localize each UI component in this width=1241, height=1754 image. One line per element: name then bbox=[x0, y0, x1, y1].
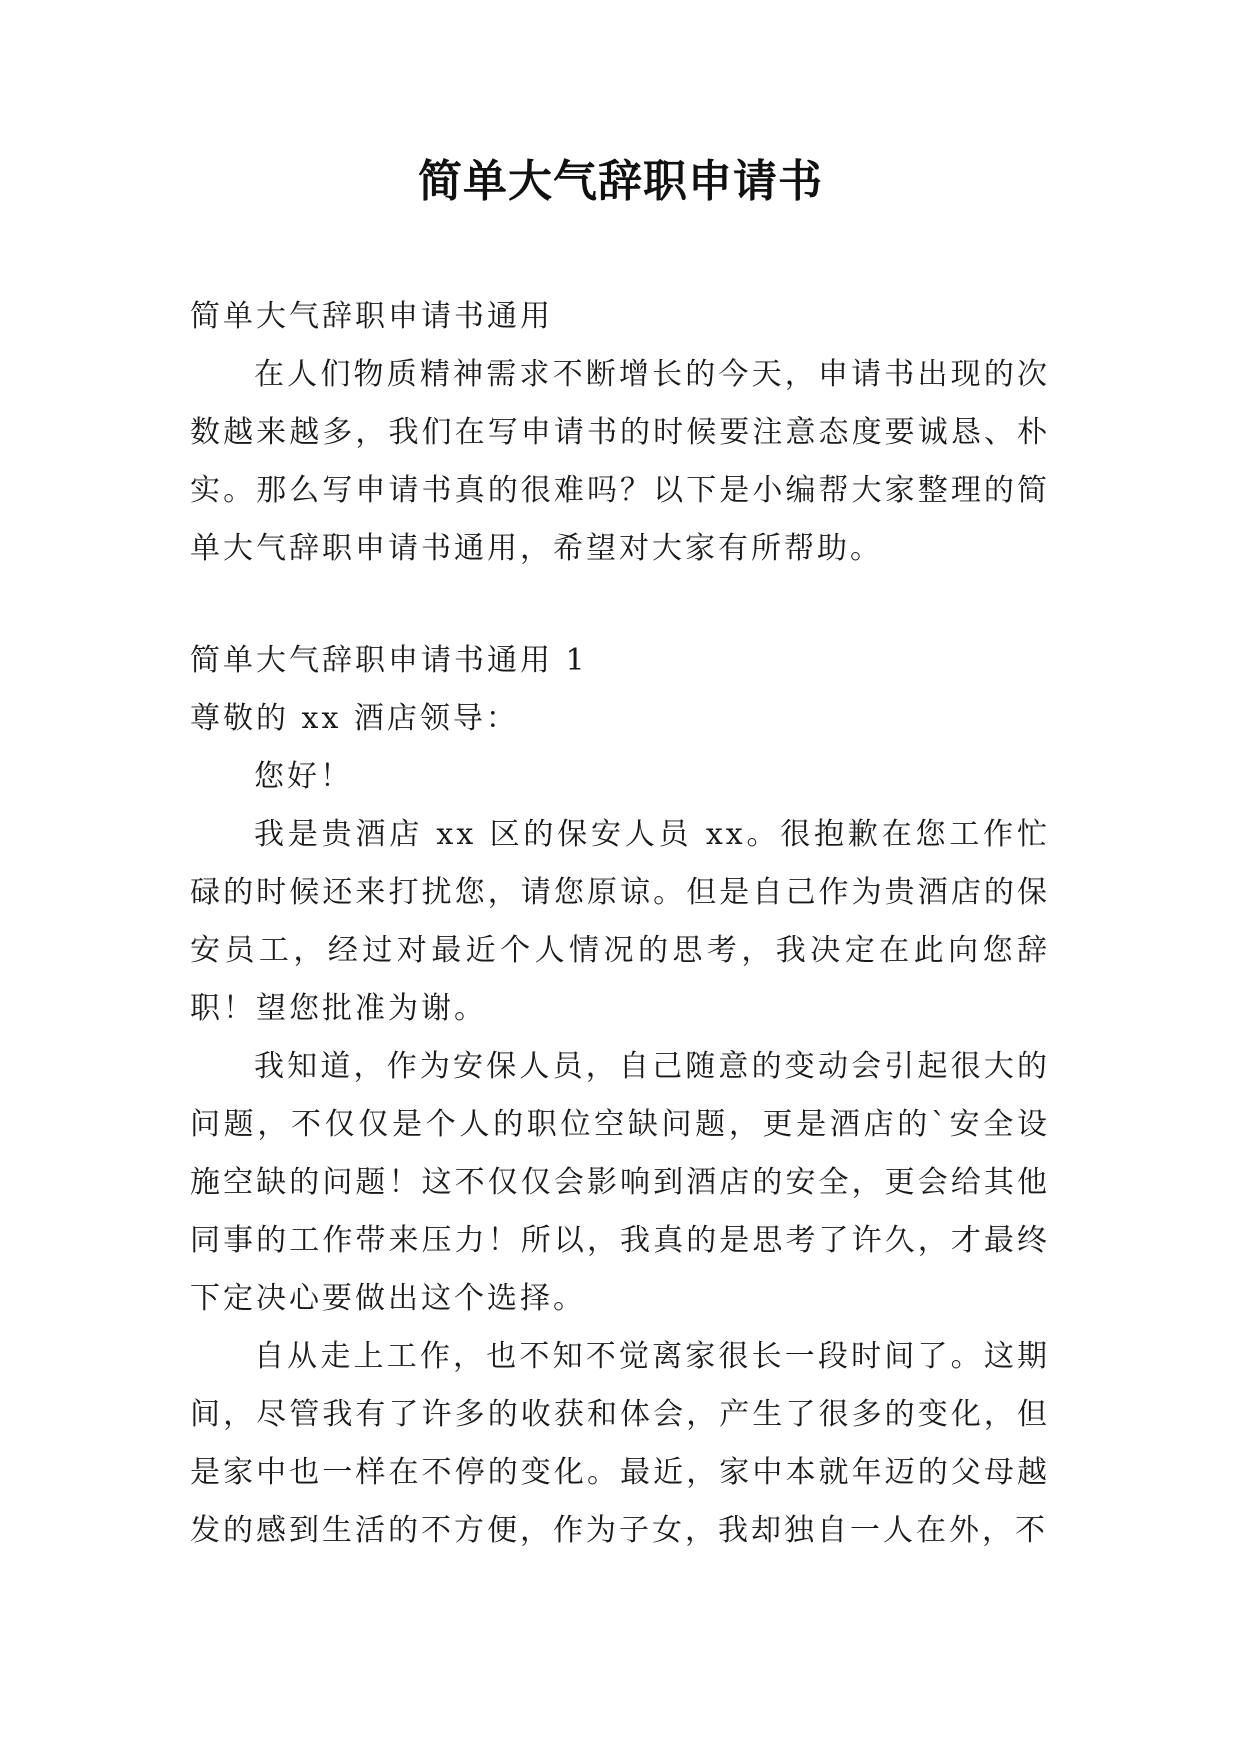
section-heading: 简单大气辞职申请书通用 1 bbox=[190, 643, 588, 678]
intro-paragraph: 在人们物质精神需求不断增长的今天，申请书出现的次数越来越多，我们在写申请书的时候要注意态度要诚恳、朴实。那么写申请书真的很难吗？以下是小编帮大家整理的简单大气辞职申请书通用，希望对大家有所帮助。 bbox=[190, 357, 1050, 566]
body-paragraph: 我是贵酒店 xx 区的保安人员 xx。很抱歉在您工作忙碌的时候还来打扰您，请您原谅。但是自己作为贵酒店的保安员工，经过对最近个人情况的思考，我决定在此向您辞职！望您批准为谢。 bbox=[190, 817, 1050, 1026]
salutation: 尊敬的 xx 酒店领导： bbox=[190, 701, 519, 736]
document-title: 简单大气辞职申请书 bbox=[418, 156, 823, 207]
section-gap bbox=[190, 578, 1050, 632]
document-body bbox=[190, 288, 1050, 1560]
document-subtitle: 简单大气辞职申请书通用 bbox=[190, 299, 553, 334]
body-paragraph: 自从走上工作，也不知不觉离家很长一段时间了。这期间，尽管我有了许多的收获和体会，产生了很多的变化，但是家中也一样在不停的变化。最近，家中本就年迈的父母越发的感到生活的不方便，作为子女，我却独自一人在外，不 bbox=[190, 1339, 1050, 1548]
greeting: 您好！ bbox=[254, 759, 353, 794]
body-paragraph: 我知道，作为安保人员，自己随意的变动会引起很大的问题，不仅仅是个人的职位空缺问题，更是酒店的`安全设施空缺的问题！这不仅仅会影响到酒店的安全，更会给其他同事的工作带来压力！所以，我真的是思考了许久，才最终下定决心要做出这个选择。 bbox=[190, 1049, 1050, 1316]
